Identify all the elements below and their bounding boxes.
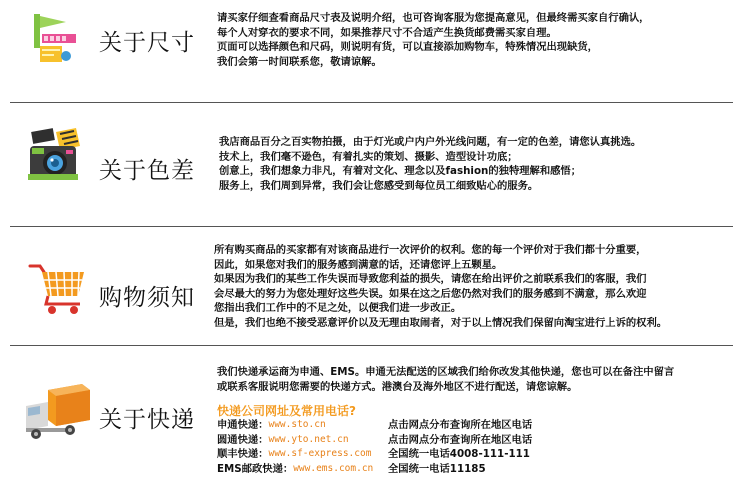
section-heading-shopping: 购物须知 <box>99 285 195 311</box>
section-divider <box>10 345 733 346</box>
text-line: 页面可以选择颜色和尺码，则说明有货，可以直接添加购物车，特殊情况出现缺货， <box>217 41 598 54</box>
section-text-color <box>219 135 641 193</box>
size-ruler-icon <box>26 8 90 72</box>
courier-url-link[interactable]: www.sto.cn <box>268 419 326 430</box>
courier-url-link[interactable]: www.ems.com.cn <box>293 462 374 474</box>
text-line: 会尽最大的努力为您处理好这些失误。如果在这之后您仍然对我们的服务感到不满意，那么欢迎 <box>214 287 647 300</box>
text-line: 技术上，我们毫不逊色，有着扎实的策划、摄影、造型设计功底； <box>219 150 518 163</box>
text-line: 您指出我们工作中的不足之处，以便我们进一步改正。 <box>214 302 462 315</box>
courier-name: 申通快递： <box>217 419 269 431</box>
text-line: 每个人对穿衣的要求不同，如果推荐尺寸不合适产生换货邮费需买家自理。 <box>217 26 557 39</box>
text-line: 如果因为我们的某些工作失误而导致您利益的损失，请您在给出评价之前联系我们的客服，我们 <box>214 273 647 286</box>
text-line: 创意上，我们想象力非凡，有着对文化、理念以及fashion的独特理解和感悟； <box>219 165 582 178</box>
section-heading-delivery: 关于快递 <box>99 407 195 433</box>
text-line: 服务上，我们周到异常，我们会让您感受到每位员工细致贴心的服务。 <box>219 179 539 192</box>
courier-name: 圆通快递： <box>217 433 269 446</box>
section-text-size <box>217 11 649 69</box>
courier-note: 点击网点分布查询所在地区电话 <box>388 419 533 431</box>
section-text-delivery <box>217 365 674 394</box>
list-item <box>217 462 486 477</box>
text-line: 因此，如果您对我们的服务感到满意的话，还请您评上五颗星。 <box>214 258 503 271</box>
text-line: 请买家仔细查看商品尺寸表及说明介绍，也可咨询客服为您提高意见，但最终需买家自行确认， <box>217 12 650 24</box>
section-heading-color: 关于色差 <box>99 158 195 184</box>
courier-url-link[interactable]: www.sf-express.com <box>268 448 372 460</box>
camera-icon <box>22 124 86 188</box>
section-divider <box>10 102 733 103</box>
shopping-cart-icon <box>26 258 90 322</box>
text-line: 所有购买商品的买家都有对该商品进行一次评价的权利。您的每一个评价对于我们都十分重要， <box>214 244 647 256</box>
delivery-list-title: 快递公司网址及常用电话? <box>217 404 356 418</box>
text-line: 或联系客服说明您需要的快递方式。港澳台及海外地区不进行配送，请您谅解。 <box>217 380 578 393</box>
courier-name: EMS邮政快递： <box>217 462 294 475</box>
courier-name: 顺丰快递： <box>217 448 269 461</box>
delivery-list <box>217 418 533 476</box>
list-item <box>217 418 533 433</box>
section-text-shopping <box>214 243 667 331</box>
text-line: 我们快递承运商为申通、EMS。申通无法配送的区域我们给你改发其他快递，您也可以在备注中留言 <box>217 366 675 378</box>
delivery-truck-icon <box>22 380 94 444</box>
courier-note: 全国统一电话4008-111-111 <box>388 448 530 461</box>
courier-note: 全国统一电话11185 <box>388 462 486 475</box>
list-item <box>217 433 533 448</box>
courier-url-link[interactable]: www.yto.net.cn <box>268 433 349 445</box>
list-item <box>217 447 530 462</box>
courier-note: 点击网点分布查询所在地区电话 <box>388 433 533 446</box>
text-line: 我店商品百分之百实物拍摄，由于灯光或户内户外光线问题，有一定的色差，请您认真挑选。 <box>219 136 642 148</box>
text-line: 但是，我们也绝不接受恶意评价以及无理由取闹者，对于以上情况我们保留向淘宝进行上诉的权利。 <box>214 316 668 329</box>
text-line: 我们会第一时间联系您，敬请谅解。 <box>217 55 382 68</box>
section-divider <box>10 226 733 227</box>
section-heading-size: 关于尺寸 <box>99 30 195 56</box>
